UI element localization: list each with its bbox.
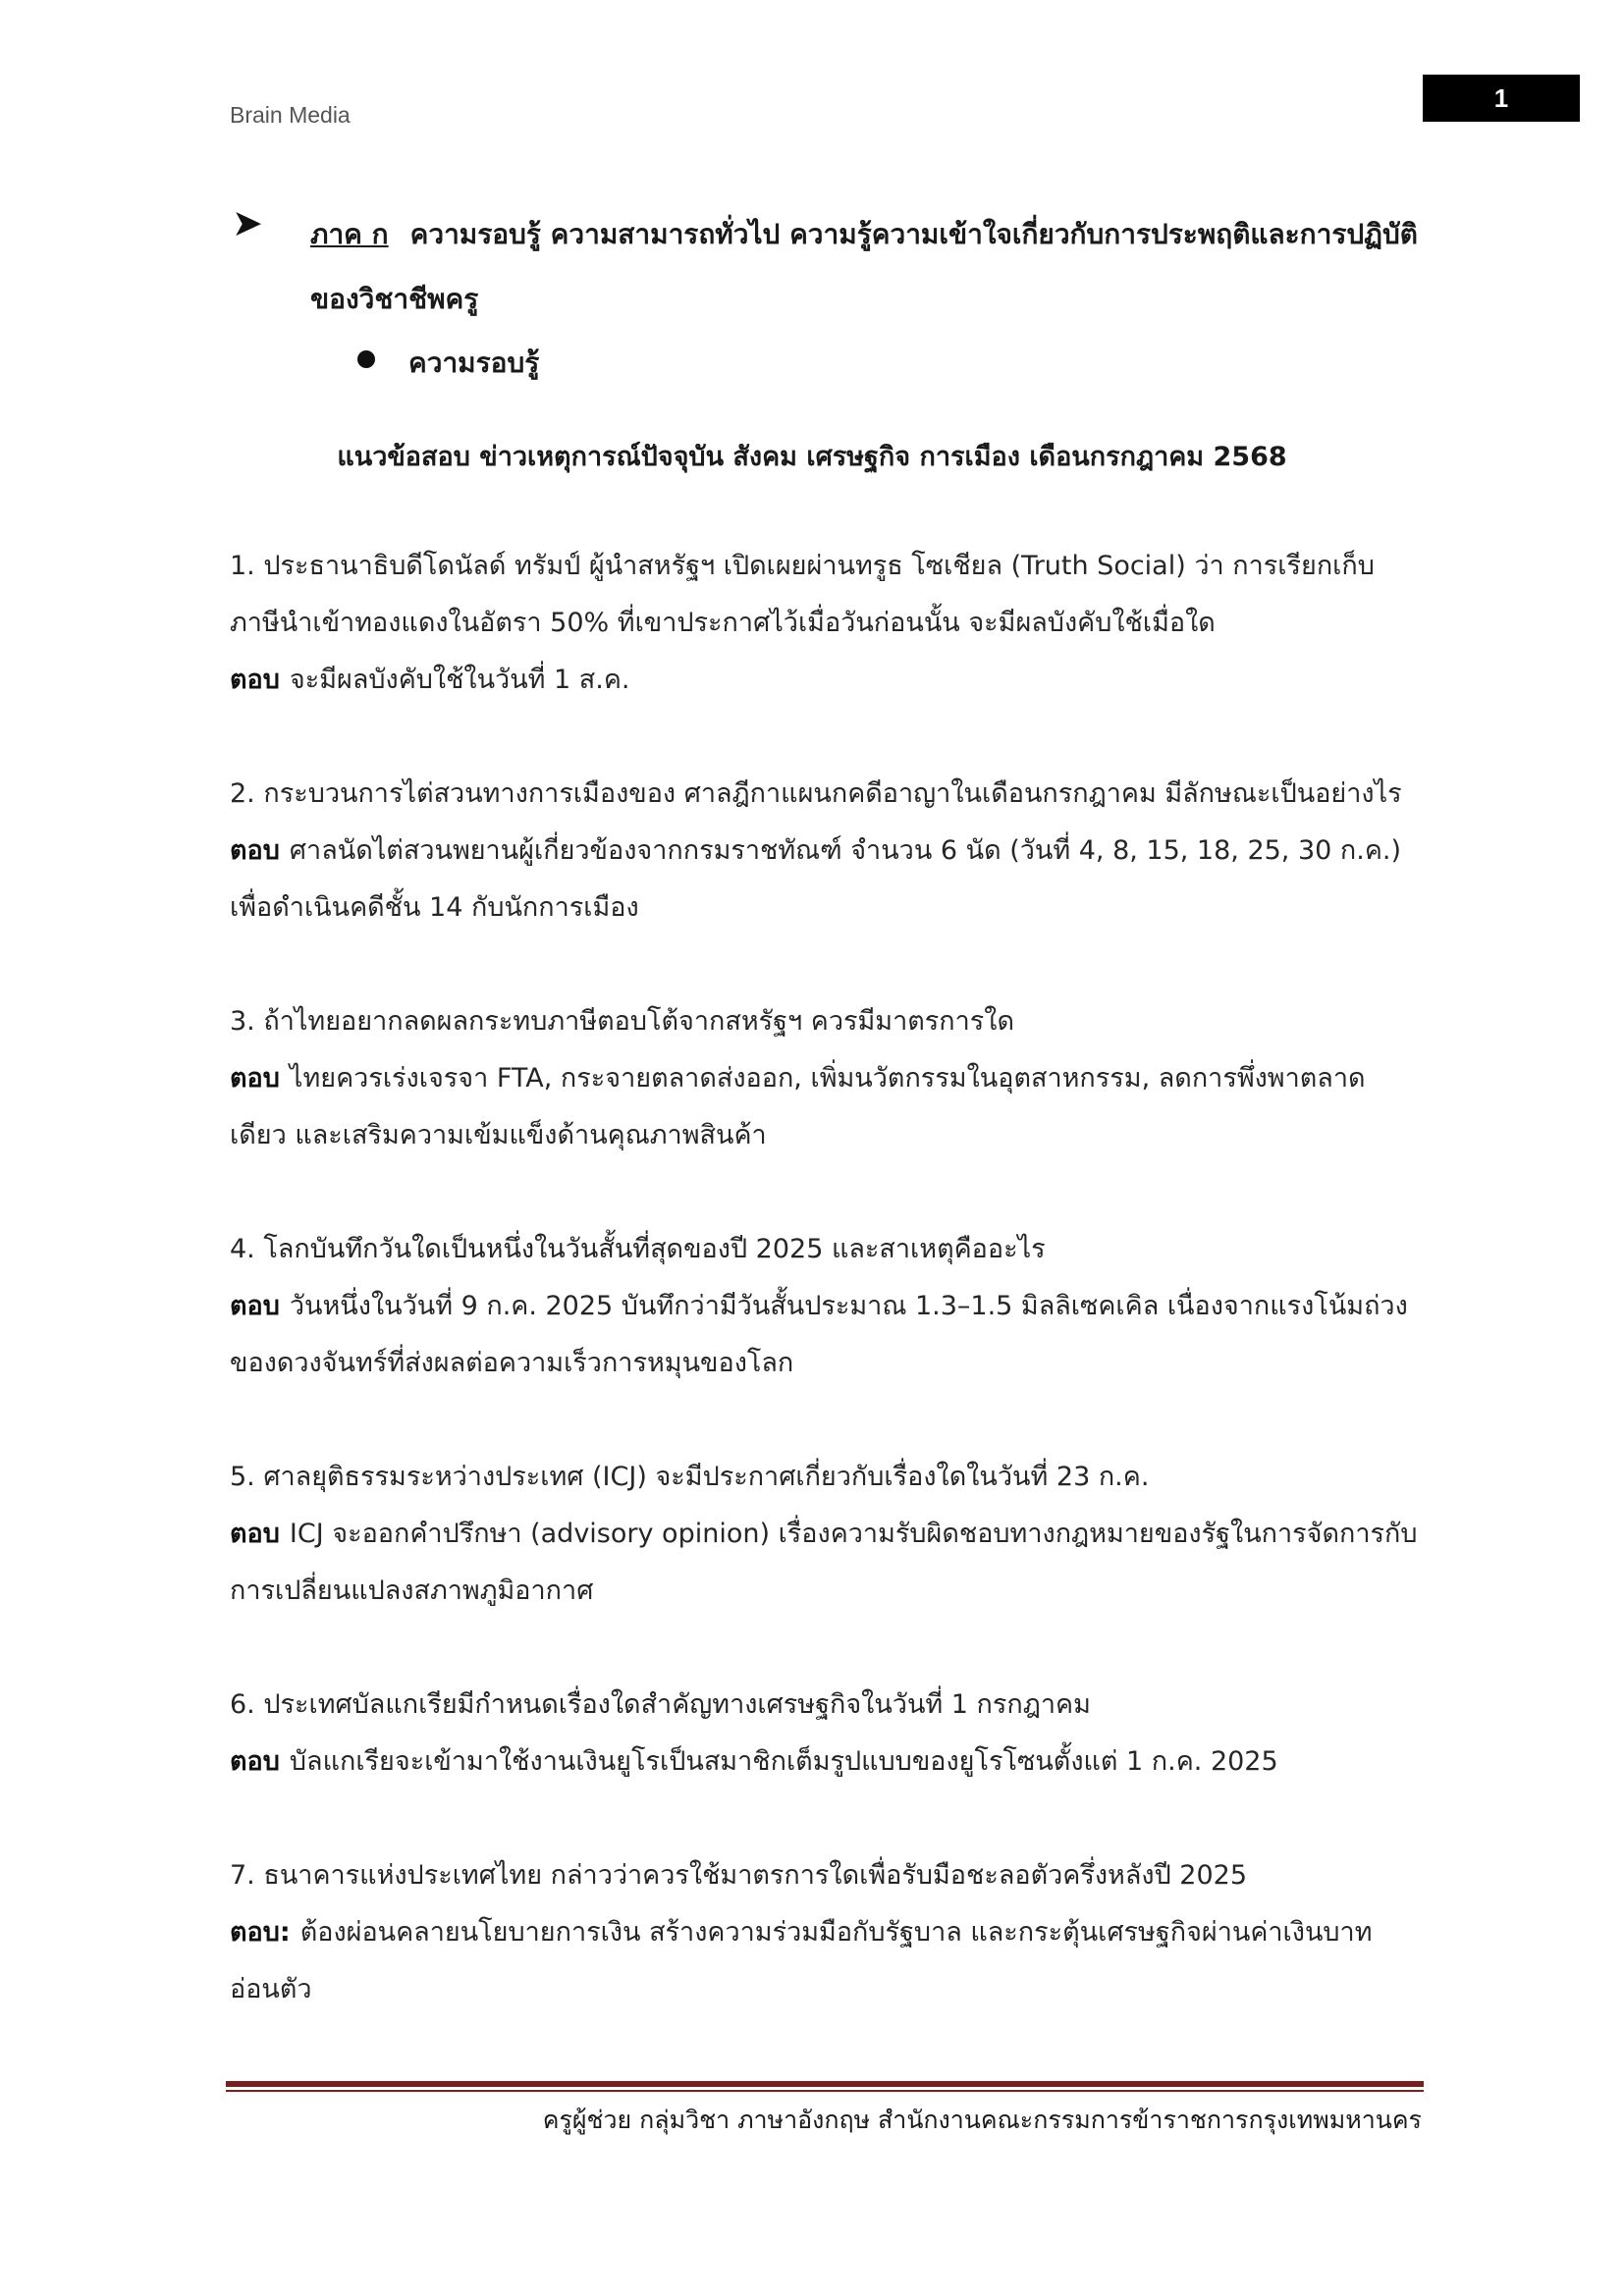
qa-item-6 <box>230 1677 1418 1790</box>
part-title: ความรอบรู้ ความสามารถทั่วไป ความรู้ความเข้าใจเกี่ยวกับการประพฤติและการปฏิบัติของวิชาชีพครู <box>310 218 1418 315</box>
answer-label: ตอบ <box>230 1519 280 1549</box>
qa-item-1 <box>230 538 1418 709</box>
qa-item-7 <box>230 1847 1418 2018</box>
bullet-label: ความรอบรู้ <box>408 347 540 379</box>
answer-text: บัลแกเรียจะเข้ามาใช้งานเงินยูโรเป็นสมาชิกเต็มรูปแบบของยูโรโซนตั้งแต่ 1 ก.ค. 2025 <box>289 1746 1278 1777</box>
question-text: 5. ศาลยุติธรรมระหว่างประเทศ (ICJ) จะมีประกาศเกี่ยวกับเรื่องใดในวันที่ 23 ก.ค. <box>230 1462 1150 1492</box>
question-text: 4. โลกบันทึกวันใดเป็นหนึ่งในวันสั้นที่สุดของปี 2025 และสาเหตุคืออะไร <box>230 1234 1046 1264</box>
answer-block <box>230 823 1418 936</box>
answer-block <box>230 1050 1418 1164</box>
answer-text: ต้องผ่อนคลายนโยบายการเงิน สร้างความร่วมมือกับรัฐบาล และกระตุ้นเศรษฐกิจผ่านค่าเงินบาทอ่อนตัว <box>230 1917 1373 2004</box>
question-text: 2. กระบวนการไต่สวนทางการเมืองของ ศาลฎีกาแผนกคดีอาญาในเดือนกรกฎาคม มีลักษณะเป็นอย่างไร <box>230 778 1402 809</box>
answer-label: ตอบ <box>230 665 280 695</box>
part-heading <box>310 202 1430 332</box>
header-brand: Brain Media <box>230 102 351 128</box>
qa-list <box>230 538 1418 2075</box>
answer-label: ตอบ: <box>230 1917 291 1948</box>
bullet-dot-icon <box>357 350 375 368</box>
answer-block <box>230 1734 1418 1790</box>
answer-text: จะมีผลบังคับใช้ในวันที่ 1 ส.ค. <box>289 665 630 695</box>
question-text: 3. ถ้าไทยอยากลดผลกระทบภาษีตอบโต้จากสหรัฐฯ ควรมีมาตรการใด <box>230 1006 1015 1037</box>
document-title: แนวข้อสอบ ข่าวเหตุการณ์ปัจจุบัน สังคม เศรษฐกิจ การเมือง เดือนกรกฎาคม 2568 <box>337 442 1287 472</box>
answer-block <box>230 1506 1418 1620</box>
answer-label: ตอบ <box>230 835 280 866</box>
answer-label: ตอบ <box>230 1063 280 1094</box>
arrow-bullet-icon: ➤ <box>232 201 263 244</box>
answer-block <box>230 1904 1418 2018</box>
answer-block <box>230 1278 1418 1392</box>
page-number-badge: 1 <box>1423 75 1580 122</box>
answer-text: ไทยควรเร่งเจรจา FTA, กระจายตลาดส่งออก, เพิ่มนวัตกรรมในอุตสาหกรรม, ลดการพึ่งพาตลาดเดียว และเสริมความเข้มแข็งด้านคุณภาพสินค้า <box>230 1063 1366 1150</box>
footer-divider-thin <box>226 2090 1424 2092</box>
answer-text: ICJ จะออกคำปรึกษา (advisory opinion) เรื่องความรับผิดชอบทางกฎหมายของรัฐในการจัดการกับการเปลี่ยนแปลงสภาพภูมิอากาศ <box>230 1519 1418 1606</box>
question-text: 7. ธนาคารแห่งประเทศไทย กล่าวว่าควรใช้มาตรการใดเพื่อรับมือชะลอตัวครึ่งหลังปี 2025 <box>230 1860 1248 1891</box>
footer-divider <box>226 2081 1424 2092</box>
answer-label: ตอบ <box>230 1291 280 1321</box>
question-text: 1. ประธานาธิบดีโดนัลด์ ทรัมป์ ผู้นำสหรัฐฯ เปิดเผยผ่านทรูธ โซเชียล (Truth Social) ว่า การเรียกเก็บภาษีนำเข้าทองแดงในอัตรา 50% ที่เขาประกาศไว้เมื่อวันก่อนนั้น จะมีผลบังคับใช้เมื่อใด <box>230 551 1375 638</box>
qa-item-3 <box>230 993 1418 1164</box>
answer-text: ศาลนัดไต่สวนพยานผู้เกี่ยวข้องจากกรมราชทัณฑ์ จำนวน 6 นัด (วันที่ 4, 8, 15, 18, 25, 30 ก.ค.) เพื่อดำเนินคดีชั้น 14 กับนักการเมือง <box>230 835 1402 923</box>
footer-divider-thick <box>226 2081 1424 2087</box>
answer-text: วันหนึ่งในวันที่ 9 ก.ค. 2025 บันทึกว่ามีวันสั้นประมาณ 1.3–1.5 มิลลิเซคเคิล เนื่องจากแรงโน้มถ่วงของดวงจันทร์ที่ส่งผลต่อความเร็วการหมุนของโลก <box>230 1291 1408 1378</box>
qa-item-4 <box>230 1221 1418 1392</box>
bullet-row <box>357 340 539 387</box>
qa-item-2 <box>230 766 1418 936</box>
answer-label: ตอบ <box>230 1746 280 1777</box>
qa-item-5 <box>230 1449 1418 1620</box>
question-text: 6. ประเทศบัลแกเรียมีกำหนดเรื่องใดสำคัญทางเศรษฐกิจในวันที่ 1 กรกฎาคม <box>230 1689 1091 1720</box>
answer-block <box>230 652 1418 709</box>
part-label: ภาค ก <box>310 218 389 250</box>
footer-text: ครูผู้ช่วย กลุ่มวิชา ภาษาอังกฤษ สำนักงานคณะกรรมการข้าราชการกรุงเทพมหานคร <box>542 2106 1422 2134</box>
